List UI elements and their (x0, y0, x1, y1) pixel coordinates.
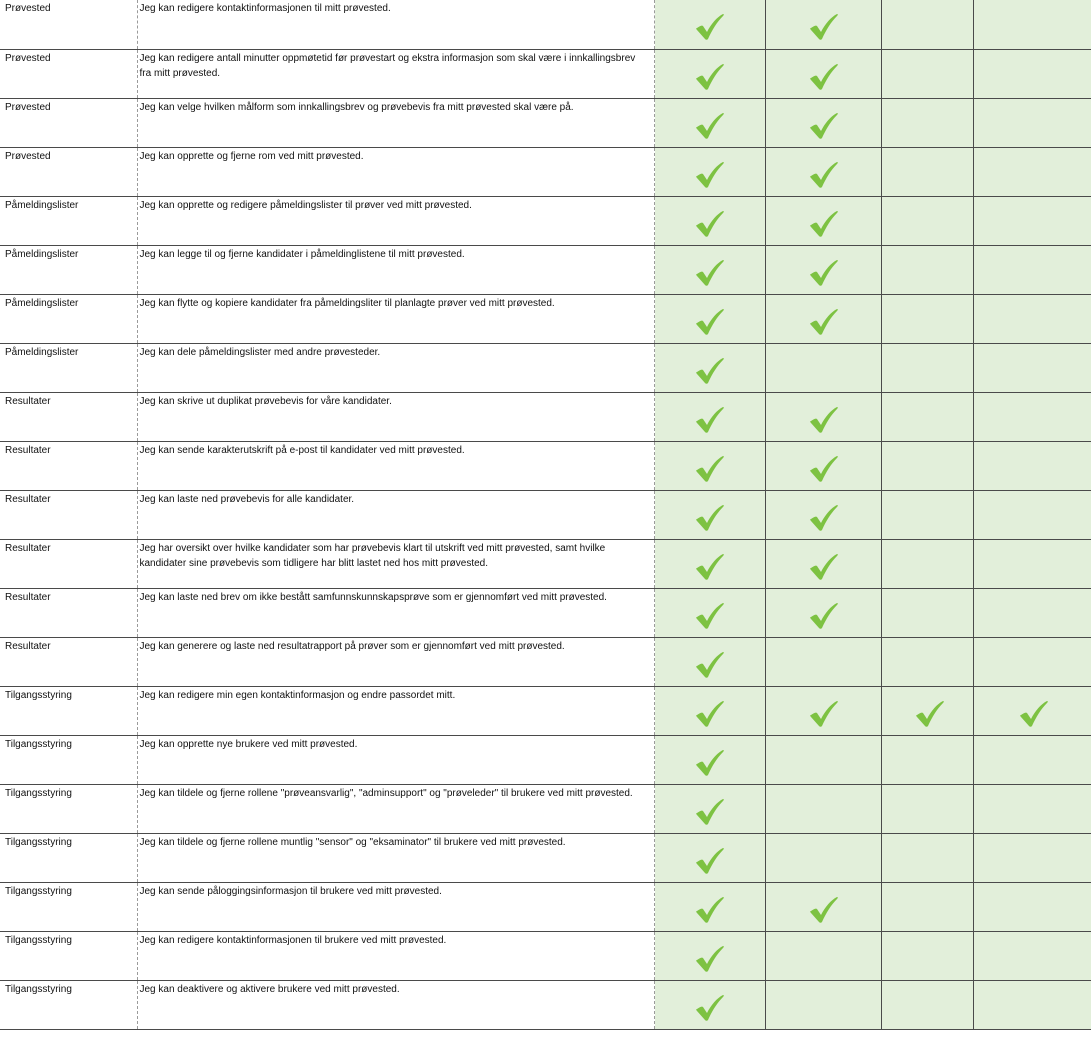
role-2-cell[interactable] (765, 980, 881, 1029)
role-4-cell[interactable] (973, 196, 1091, 245)
category-label: Påmeldingslister (5, 199, 79, 211)
category-cell[interactable] (0, 931, 137, 980)
description-cell[interactable] (137, 833, 654, 882)
description-cell[interactable] (137, 441, 654, 490)
role-2-cell[interactable] (765, 588, 881, 637)
category-label: Prøvested (5, 150, 51, 162)
role-3-cell[interactable] (881, 735, 973, 784)
role-2-cell[interactable] (765, 392, 881, 441)
category-cell[interactable] (0, 196, 137, 245)
description-label: Jeg kan opprette og redigere påmeldingslister til prøver ved mitt prøvested. (139, 199, 472, 211)
role-1-cell[interactable] (654, 490, 765, 539)
role-1-cell[interactable] (654, 735, 765, 784)
checkmark-icon (809, 504, 839, 532)
description-label: Jeg kan redigere kontaktinformasjonen til mitt prøvested. (139, 3, 391, 14)
category-label: Prøvested (5, 3, 51, 14)
role-2-cell[interactable] (765, 245, 881, 294)
checkmark-icon (915, 700, 945, 728)
role-2-cell[interactable] (765, 637, 881, 686)
table-row-17 (0, 784, 1091, 833)
table-row-21 (0, 980, 1091, 1029)
role-4-cell[interactable] (973, 49, 1091, 98)
checkmark-icon (695, 161, 725, 189)
role-3-cell[interactable] (881, 980, 973, 1029)
role-1-cell[interactable] (654, 980, 765, 1029)
role-3-cell[interactable] (881, 882, 973, 931)
role-1-cell[interactable] (654, 441, 765, 490)
role-4-cell[interactable] (973, 686, 1091, 735)
role-1-cell[interactable] (654, 245, 765, 294)
role-2-cell[interactable] (765, 147, 881, 196)
checkmark-icon (695, 210, 725, 238)
table-row-19 (0, 882, 1091, 931)
role-1-cell[interactable] (654, 539, 765, 588)
checkmark-icon (695, 847, 725, 875)
role-3-cell[interactable] (881, 490, 973, 539)
role-2-cell[interactable] (765, 343, 881, 392)
table-row-3 (0, 98, 1091, 147)
checkmark-icon (695, 945, 725, 973)
description-label: Jeg kan laste ned brev om ikke bestått samfunnskunnskapsprøve som er gjennomført ved mitt prøvested. (139, 591, 607, 603)
role-4-cell[interactable] (973, 833, 1091, 882)
role-3-cell[interactable] (881, 343, 973, 392)
description-label: Jeg har oversikt over hvilke kandidater som har prøvebevis klart til utskrift ved mitt prøvested, samt hvilke kandidater sine prøvebevis som tidligere har blitt lastet ned hos mitt prøvested. (139, 542, 606, 569)
role-2-cell[interactable] (765, 735, 881, 784)
checkmark-icon (809, 13, 839, 41)
category-label: Tilgangsstyring (5, 689, 72, 701)
role-2-cell[interactable] (765, 98, 881, 147)
checkmark-icon (809, 406, 839, 434)
role-2-cell[interactable] (765, 49, 881, 98)
table-row-13 (0, 588, 1091, 637)
description-cell[interactable] (137, 980, 654, 1029)
category-cell[interactable] (0, 490, 137, 539)
category-cell[interactable] (0, 833, 137, 882)
table-row-16 (0, 735, 1091, 784)
description-cell[interactable] (137, 294, 654, 343)
table-row-1 (0, 0, 1091, 49)
description-cell[interactable] (137, 147, 654, 196)
category-label: Tilgangsstyring (5, 738, 72, 750)
role-3-cell[interactable] (881, 441, 973, 490)
role-4-cell[interactable] (973, 245, 1091, 294)
checkmark-icon (809, 455, 839, 483)
role-1-cell[interactable] (654, 196, 765, 245)
category-label: Påmeldingslister (5, 346, 79, 358)
table-row-8 (0, 343, 1091, 392)
description-cell[interactable] (137, 637, 654, 686)
role-1-cell[interactable] (654, 0, 765, 49)
role-3-cell[interactable] (881, 539, 973, 588)
role-4-cell[interactable] (973, 0, 1091, 49)
role-3-cell[interactable] (881, 0, 973, 49)
description-label: Jeg kan generere og laste ned resultatrapport på prøver som er gjennomført ved mitt prøvested. (139, 640, 565, 652)
role-1-cell[interactable] (654, 686, 765, 735)
checkmark-icon (809, 602, 839, 630)
role-4-cell[interactable] (973, 882, 1091, 931)
role-1-cell[interactable] (654, 392, 765, 441)
checkmark-icon (695, 994, 725, 1022)
category-cell[interactable] (0, 245, 137, 294)
table-row-11 (0, 490, 1091, 539)
description-cell[interactable] (137, 686, 654, 735)
role-2-cell[interactable] (765, 686, 881, 735)
table-row-7 (0, 294, 1091, 343)
role-4-cell[interactable] (973, 637, 1091, 686)
checkmark-icon (695, 13, 725, 41)
category-cell[interactable] (0, 686, 137, 735)
table-row-18 (0, 833, 1091, 882)
description-label: Jeg kan redigere kontaktinformasjonen til brukere ved mitt prøvested. (139, 934, 447, 946)
role-2-cell[interactable] (765, 833, 881, 882)
role-4-cell[interactable] (973, 441, 1091, 490)
category-label: Resultater (5, 591, 51, 603)
role-1-cell[interactable] (654, 588, 765, 637)
description-cell[interactable] (137, 882, 654, 931)
category-cell[interactable] (0, 392, 137, 441)
checkmark-icon (695, 896, 725, 924)
role-4-cell[interactable] (973, 294, 1091, 343)
role-1-cell[interactable] (654, 49, 765, 98)
checkmark-icon (695, 798, 725, 826)
description-label: Jeg kan skrive ut duplikat prøvebevis for våre kandidater. (139, 395, 392, 407)
role-2-cell[interactable] (765, 931, 881, 980)
description-cell[interactable] (137, 539, 654, 588)
category-label: Påmeldingslister (5, 248, 79, 260)
checkmark-icon (695, 63, 725, 91)
category-label: Tilgangsstyring (5, 787, 72, 799)
role-2-cell[interactable] (765, 196, 881, 245)
table-row-10 (0, 441, 1091, 490)
checkmark-icon (1019, 700, 1049, 728)
table-row-15 (0, 686, 1091, 735)
category-label: Tilgangsstyring (5, 836, 72, 848)
category-cell[interactable] (0, 343, 137, 392)
role-1-cell[interactable] (654, 833, 765, 882)
checkmark-icon (695, 308, 725, 336)
description-label: Jeg kan opprette og fjerne rom ved mitt prøvested. (139, 150, 364, 162)
role-2-cell[interactable] (765, 784, 881, 833)
checkmark-icon (809, 553, 839, 581)
role-4-cell[interactable] (973, 343, 1091, 392)
role-1-cell[interactable] (654, 931, 765, 980)
table-row-4 (0, 147, 1091, 196)
table-row-9 (0, 392, 1091, 441)
role-3-cell[interactable] (881, 392, 973, 441)
checkmark-icon (695, 406, 725, 434)
checkmark-icon (695, 455, 725, 483)
category-label: Tilgangsstyring (5, 885, 72, 897)
description-label: Jeg kan dele påmeldingslister med andre prøvesteder. (139, 346, 381, 358)
description-cell[interactable] (137, 0, 654, 49)
role-2-cell[interactable] (765, 441, 881, 490)
role-3-cell[interactable] (881, 245, 973, 294)
role-3-cell[interactable] (881, 931, 973, 980)
role-3-cell[interactable] (881, 784, 973, 833)
description-cell[interactable] (137, 490, 654, 539)
category-cell[interactable] (0, 735, 137, 784)
description-cell[interactable] (137, 245, 654, 294)
table-row-2 (0, 49, 1091, 98)
category-label: Tilgangsstyring (5, 983, 72, 995)
category-cell[interactable] (0, 98, 137, 147)
role-1-cell[interactable] (654, 784, 765, 833)
category-cell[interactable] (0, 0, 137, 49)
checkmark-icon (695, 112, 725, 140)
checkmark-icon (695, 357, 725, 385)
role-1-cell[interactable] (654, 343, 765, 392)
checkmark-icon (809, 896, 839, 924)
role-1-cell[interactable] (654, 637, 765, 686)
category-cell[interactable] (0, 539, 137, 588)
description-cell[interactable] (137, 49, 654, 98)
description-label: Jeg kan redigere min egen kontaktinformasjon og endre passordet mitt. (139, 689, 456, 701)
checkmark-icon (809, 161, 839, 189)
role-1-cell[interactable] (654, 882, 765, 931)
category-label: Resultater (5, 542, 51, 554)
description-label: Jeg kan deaktivere og aktivere brukere ved mitt prøvested. (139, 983, 400, 995)
checkmark-icon (695, 749, 725, 777)
description-label: Jeg kan laste ned prøvebevis for alle kandidater. (139, 493, 355, 505)
checkmark-icon (695, 700, 725, 728)
description-cell[interactable] (137, 98, 654, 147)
checkmark-icon (809, 700, 839, 728)
category-label: Tilgangsstyring (5, 934, 72, 946)
description-label: Jeg kan opprette nye brukere ved mitt prøvested. (139, 738, 358, 750)
description-label: Jeg kan velge hvilken målform som innkallingsbrev og prøvebevis fra mitt prøvested skal være på. (139, 101, 574, 113)
checkmark-icon (695, 259, 725, 287)
role-4-cell[interactable] (973, 98, 1091, 147)
role-2-cell[interactable] (765, 539, 881, 588)
role-2-cell[interactable] (765, 294, 881, 343)
description-label: Jeg kan tildele og fjerne rollene muntlig "sensor" og "eksaminator" til brukere ved mitt prøvested. (139, 836, 566, 848)
description-label: Jeg kan redigere antall minutter oppmøtetid før prøvestart og ekstra informasjon som skal være i innkallingsbrev fra mitt prøvested. (139, 52, 636, 79)
role-4-cell[interactable] (973, 147, 1091, 196)
role-3-cell[interactable] (881, 49, 973, 98)
role-4-cell[interactable] (973, 980, 1091, 1029)
role-4-cell[interactable] (973, 539, 1091, 588)
checkmark-icon (809, 308, 839, 336)
role-2-cell[interactable] (765, 0, 881, 49)
checkmark-icon (809, 112, 839, 140)
category-label: Resultater (5, 444, 51, 456)
description-cell[interactable] (137, 196, 654, 245)
category-cell[interactable] (0, 637, 137, 686)
category-cell[interactable] (0, 882, 137, 931)
checkmark-icon (695, 553, 725, 581)
role-3-cell[interactable] (881, 686, 973, 735)
description-label: Jeg kan sende påloggingsinformasjon til brukere ved mitt prøvested. (139, 885, 442, 897)
role-4-cell[interactable] (973, 490, 1091, 539)
category-label: Prøvested (5, 101, 51, 113)
category-label: Prøvested (5, 52, 51, 64)
checkmark-icon (809, 259, 839, 287)
table-row-6 (0, 245, 1091, 294)
description-cell[interactable] (137, 784, 654, 833)
checkmark-icon (695, 651, 725, 679)
role-3-cell[interactable] (881, 196, 973, 245)
role-1-cell[interactable] (654, 147, 765, 196)
role-4-cell[interactable] (973, 588, 1091, 637)
table-row-5 (0, 196, 1091, 245)
role-3-cell[interactable] (881, 294, 973, 343)
description-cell[interactable] (137, 343, 654, 392)
role-3-cell[interactable] (881, 588, 973, 637)
category-label: Resultater (5, 395, 51, 407)
role-2-cell[interactable] (765, 490, 881, 539)
category-cell[interactable] (0, 588, 137, 637)
description-label: Jeg kan legge til og fjerne kandidater i påmeldinglistene til mitt prøvested. (139, 248, 465, 260)
table-row-14 (0, 637, 1091, 686)
checkmark-icon (809, 210, 839, 238)
role-4-cell[interactable] (973, 931, 1091, 980)
role-3-cell[interactable] (881, 833, 973, 882)
role-3-cell[interactable] (881, 637, 973, 686)
role-4-cell[interactable] (973, 392, 1091, 441)
category-label: Resultater (5, 493, 51, 505)
role-4-cell[interactable] (973, 735, 1091, 784)
checkmark-icon (809, 63, 839, 91)
role-4-cell[interactable] (973, 784, 1091, 833)
role-2-cell[interactable] (765, 882, 881, 931)
category-cell[interactable] (0, 294, 137, 343)
description-cell[interactable] (137, 735, 654, 784)
description-label: Jeg kan flytte og kopiere kandidater fra påmeldingsliter til planlagte prøver ved mitt prøvested. (139, 297, 555, 309)
table-row-20 (0, 931, 1091, 980)
description-cell[interactable] (137, 392, 654, 441)
role-3-cell[interactable] (881, 98, 973, 147)
checkmark-icon (695, 504, 725, 532)
category-label: Påmeldingslister (5, 297, 79, 309)
table-row-12 (0, 539, 1091, 588)
category-cell[interactable] (0, 49, 137, 98)
description-cell[interactable] (137, 588, 654, 637)
description-label: Jeg kan tildele og fjerne rollene "prøveansvarlig", "adminsupport" og "prøveleder" til brukere ved mitt prøvested. (139, 787, 633, 799)
checkmark-icon (695, 602, 725, 630)
role-1-cell[interactable] (654, 98, 765, 147)
description-cell[interactable] (137, 931, 654, 980)
category-cell[interactable] (0, 980, 137, 1029)
description-label: Jeg kan sende karakterutskrift på e-post til kandidater ved mitt prøvested. (139, 444, 465, 456)
role-3-cell[interactable] (881, 147, 973, 196)
category-cell[interactable] (0, 147, 137, 196)
role-1-cell[interactable] (654, 294, 765, 343)
category-cell[interactable] (0, 441, 137, 490)
category-label: Resultater (5, 640, 51, 652)
category-cell[interactable] (0, 784, 137, 833)
